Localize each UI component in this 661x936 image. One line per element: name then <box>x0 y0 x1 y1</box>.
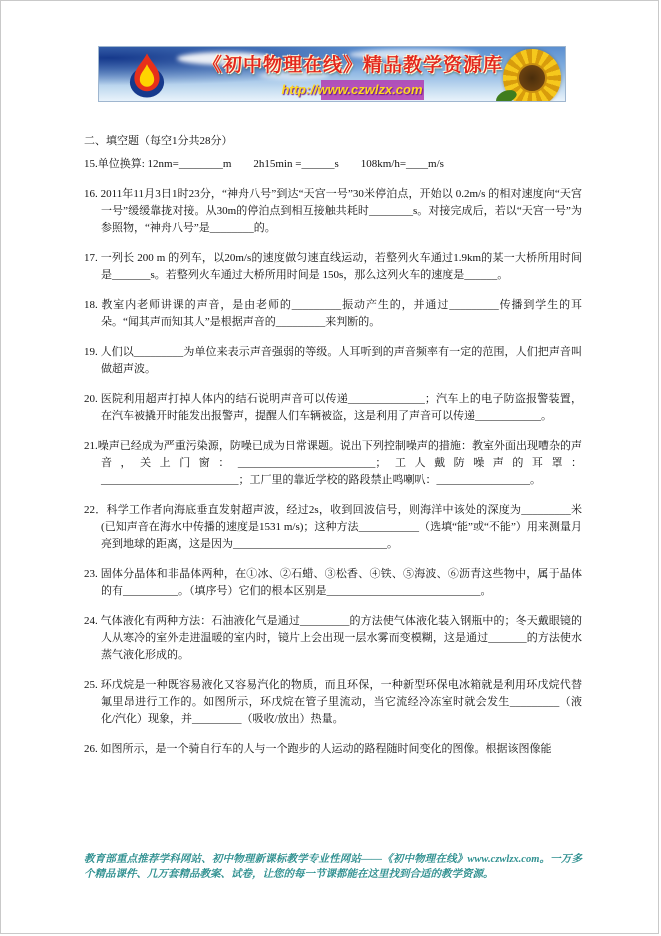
question-17: 17. 一列长 200 m 的列车，以20m/s的速度做匀速直线运动，若整列火车通过1.9km的某一大桥所用时间是_______s。若整列火车通过大桥所用时间是 150s，那么这列火车的速度是______。 <box>84 252 582 281</box>
banner-title: 《初中物理在线》精品教学资源库 <box>203 55 504 76</box>
banner-url-link[interactable]: http://www.czwlzx.com <box>281 82 423 97</box>
question-18: 18. 教室内老师讲课的声音，是由老师的_________振动产生的，并通过_________传播到学生的耳朵。“闻其声而知其人”是根据声音的_________来判断的。 <box>84 299 582 328</box>
question-15: 15.单位换算: 12nm=________m 2h15min =______s 108km/h=____m/s <box>84 158 444 170</box>
question-20: 20. 医院利用超声打掉人体内的结石说明声音可以传递______________；汽车上的电子防盗报警装置，在汽车被撬开时能发出报警声，提醒人们车辆被盗，这是利用了声音可以传递____________。 <box>84 393 582 422</box>
question-25: 25. 环戊烷是一种既容易液化又容易汽化的物质，而且环保，一种新型环保电冰箱就是利用环戊烷代替氟里昂进行工作的。如图所示，环戊烷在管子里流动，当它流经冷冻室时就会发生_________（液化/汽化）现象，并_________（吸收/放出）热量。 <box>84 679 582 725</box>
sunflower-icon <box>503 49 561 102</box>
footer-note: 教育部重点推荐学科网站、初中物理新课标教学专业性网站——《初中物理在线》www.czwlzx.com。一万多个精品课件、几万套精品教案、试卷，让您的每一节课都能在这里找到合适的教学资源。 <box>84 854 582 880</box>
exam-body <box>84 133 582 771</box>
question-19: 19. 人们以_________为单位来表示声音强弱的等级。人耳听到的声音频率有一定的范围，人们把声音叫做超声波。 <box>84 346 582 375</box>
section-title: 二、填空题（每空1分共28分） <box>84 135 233 147</box>
question-24: 24. 气体液化有两种方法：石油液化气是通过_________的方法使气体液化装入钢瓶中的；冬天戴眼镜的人从寒冷的室外走进温暖的室内时，镜片上会出现一层水雾而变模糊，这是通过_______的方法使水蒸气液化形成的。 <box>84 615 582 661</box>
header-banner <box>98 46 566 102</box>
question-21: 21.噪声已经成为严重污染源，防噪已成为日常课题。说出下列控制噪声的措施：教室外面出现嘈杂的声音，关上门窗：_________________________；工人戴防噪声的耳罩：_________________________；工厂里的靠近学校的路段禁止鸣喇叭：_________________。 <box>84 440 582 486</box>
question-16: 16. 2011年11月3日1时23分，“神舟八号”到达“天宫一号”30米停泊点，开始以 0.2m/s 的相对速度向“天宫一号”缓缓靠拢对接。从30m的停泊点到相互接触共耗时________s。对接完成后，若以“天宫一号”为参照物，“神舟八号”是________的。 <box>84 188 582 234</box>
question-23: 23. 固体分晶体和非晶体两种，在①冰、②石蜡、③松香、④铁、⑤海波、⑥沥青这些物中，属于晶体的有__________。（填序号）它们的根本区别是____________________________。 <box>84 568 582 597</box>
banner-text-block <box>203 50 504 100</box>
sunflower-center <box>517 63 547 93</box>
question-22: 22．科学工作者向海底垂直发射超声波，经过2s，收到回波信号，则海洋中该处的深度为_________米(已知声音在海水中传播的速度是1531 m/s)；这种方法___________（选填“能”或“不能”）用来测量月亮到地球的距离，这是因为____________________________。 <box>84 504 582 550</box>
banner-url-wrap <box>273 80 430 100</box>
flame-torch-icon <box>129 51 165 99</box>
question-26: 26. 如图所示，是一个骑自行车的人与一个跑步的人运动的路程随时间变化的图像。根据该图像能 <box>84 743 552 755</box>
